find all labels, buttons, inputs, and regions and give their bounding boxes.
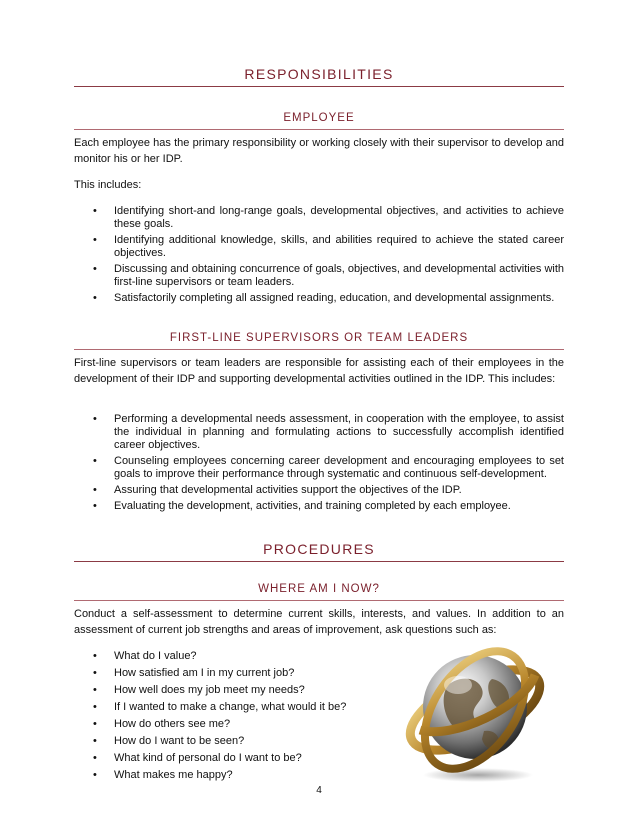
list-item: • Satisfactorily completing all assigned reading, education, and developmental assignments. (74, 292, 564, 305)
section-title-procedures: PROCEDURES (263, 541, 375, 557)
list-item: • How satisfied am I in my current job? (74, 665, 374, 682)
globe-with-rings-icon (400, 635, 550, 785)
employee-includes: This includes: (74, 179, 142, 191)
list-item: • How do I want to be seen? (74, 733, 374, 750)
list-item: • How do others see me? (74, 716, 374, 733)
list-item: • Discussing and obtaining concurrence of goals, objectives, and developmental activities with first-line supervisors or team leaders. (74, 263, 564, 289)
list-item: • Evaluating the development, activities, and training completed by each employee. (74, 500, 564, 513)
list-item: • Assuring that developmental activities support the objectives of the IDP. (74, 484, 564, 497)
supervisors-intro: First-line supervisors or team leaders are responsible for assisting each of their employees in the development of their IDP and supporting developmental activities outlined in the IDP. This includes: (74, 357, 564, 385)
list-item: • What makes me happy? (74, 767, 374, 784)
list-item: • Performing a developmental needs assessment, in cooperation with the employee, to assist the individual in planning and formulating actions to successfully accomplish identified career objectives. (74, 413, 564, 452)
list-item: • How well does my job meet my needs? (74, 682, 374, 699)
page-number: 4 (316, 785, 322, 796)
self-assessment-question-list (74, 648, 374, 784)
subsection-rule (74, 349, 564, 350)
list-item: • Identifying short-and long-range goals, developmental objectives, and activities to achieve these goals. (74, 205, 564, 231)
employee-responsibility-list (74, 205, 564, 308)
list-item: • What kind of personal do I want to be? (74, 750, 374, 767)
list-item: • What do I value? (74, 648, 374, 665)
subsection-rule (74, 600, 564, 601)
employee-intro: Each employee has the primary responsibility or working closely with their supervisor to develop and monitor his or her IDP. (74, 137, 564, 165)
section-title-responsibilities: RESPONSIBILITIES (244, 66, 394, 82)
subsection-title-employee: EMPLOYEE (283, 112, 355, 124)
supervisor-responsibility-list (74, 413, 564, 516)
list-item: • Counseling employees concerning career development and encouraging employees to set goals to improve their performance through systematic and continuous self-development. (74, 455, 564, 481)
subsection-title-where-am-i-now: WHERE AM I NOW? (258, 583, 380, 595)
list-item: • If I wanted to make a change, what would it be? (74, 699, 374, 716)
subsection-rule (74, 129, 564, 130)
list-item: • Identifying additional knowledge, skills, and abilities required to achieve the stated career objectives. (74, 234, 564, 260)
section-rule (74, 561, 564, 562)
subsection-title-supervisors: FIRST-LINE SUPERVISORS OR TEAM LEADERS (169, 332, 469, 344)
where-intro: Conduct a self-assessment to determine current skills, interests, and values. In addition to an assessment of current job strengths and areas of improvement, ask questions such as: (74, 608, 564, 636)
section-rule (74, 86, 564, 87)
